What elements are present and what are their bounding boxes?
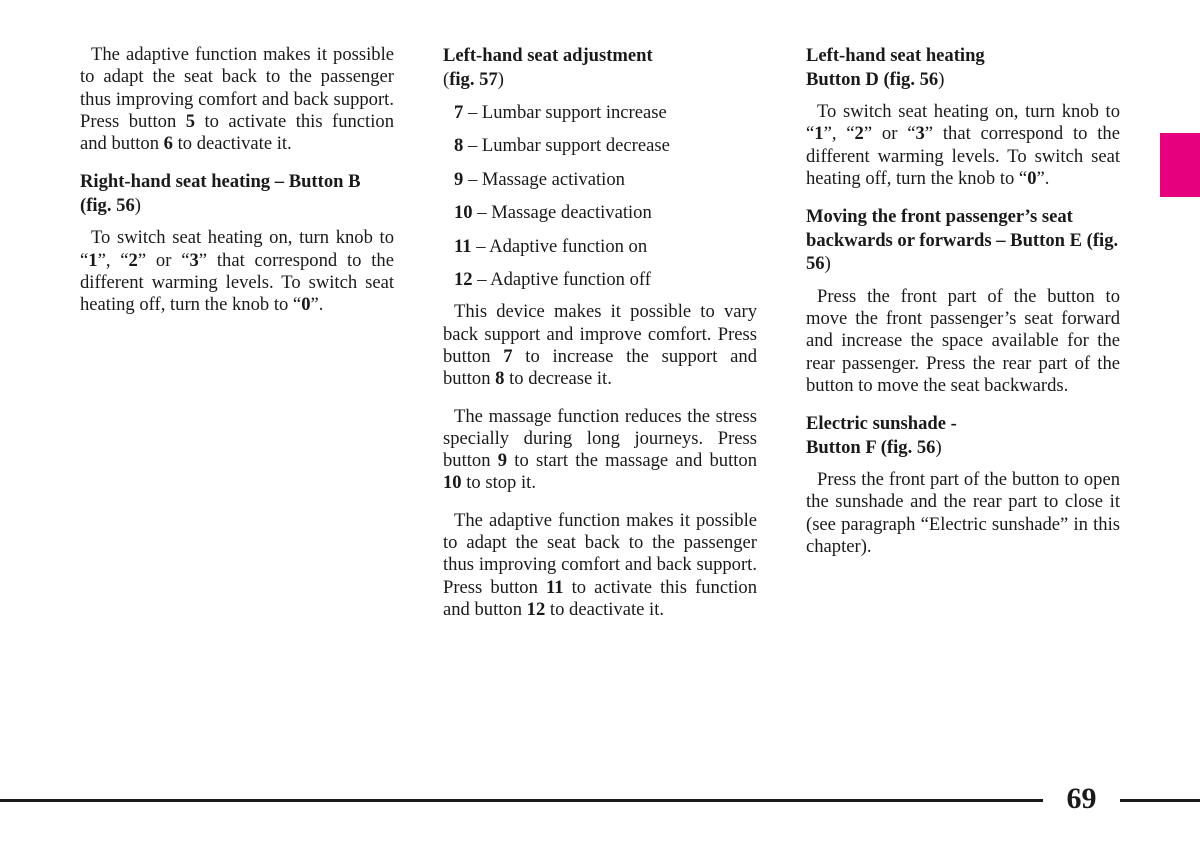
button-legend-list: [443, 101, 757, 291]
column-middle: [443, 44, 757, 636]
list-item: 10 – Massage deactivation: [454, 202, 652, 224]
heading-left-hand-seat-heating: Left-hand seat heating Button D (fig. 56): [806, 45, 985, 90]
heading-electric-sunshade: Electric sunshade - Button F (fig. 56): [806, 413, 957, 458]
list-item: 11 – Adaptive function on: [454, 235, 648, 257]
heading-left-hand-seat-adjustment: Left-hand seat adjustment (fig. 57): [443, 45, 653, 90]
paragraph-adaptive-function-left: The adaptive function makes it possible to adapt the seat back to the passenger thus improving comfort and back support. Press button 11 to activate this function and button 12 to deactivate it.: [443, 509, 757, 620]
paragraph-massage-function: The massage function reduces the stress specially during long journeys. Press button 9 to start the massage and button 10 to stop it.: [443, 405, 758, 494]
paragraph-back-support: This device makes it possible to vary back support and improve comfort. Press button 7 to increase the support and button 8 to decrease it.: [443, 301, 757, 390]
footer-rule-left: [0, 799, 1043, 802]
list-item: 8 – Lumbar support decrease: [454, 135, 670, 157]
paragraph-adaptive-function-right: The adaptive function makes it possible to adapt the seat back to the passenger thus improving comfort and back support. Press button 5 to activate this function and button 6 to deactivate it.: [80, 44, 394, 155]
list-item: 9 – Massage activation: [454, 168, 625, 190]
paragraph-moving-seat: Press the front part of the button to move the front passenger’s seat forward and increase the space available for the rear passenger. Press the rear part of the button to move the seat backwards.: [806, 285, 1120, 396]
footer-rule-right: [1120, 799, 1200, 802]
column-left: [80, 44, 394, 332]
paragraph-right-seat-heating: To switch seat heating on, turn knob to “1”, “2” or “3” that correspond to the different warming levels. To switch seat heating off, turn the knob to “0”.: [80, 227, 394, 316]
heading-moving-front-passenger-seat: Moving the front passenger’s seat backwards or forwards – Button E (fig. 56): [806, 206, 1119, 275]
section-tab-marker: [1160, 133, 1200, 197]
heading-right-hand-seat-heating: Right-hand seat heating – Button B (fig. 56): [80, 171, 361, 216]
paragraph-left-seat-heating: To switch seat heating on, turn knob to “1”, “2” or “3” that correspond to the different warming levels. To switch seat heating off, turn the knob to “0”.: [806, 101, 1120, 189]
paragraph-electric-sunshade: Press the front part of the button to open the sunshade and the rear part to close it (see paragraph “Electric sunshade” in this chapter).: [806, 469, 1120, 558]
list-item: 7 – Lumbar support increase: [454, 102, 667, 123]
column-right: [806, 44, 1120, 573]
list-item: 12 – Adaptive function off: [454, 268, 651, 290]
page-number: 69: [1066, 782, 1097, 815]
